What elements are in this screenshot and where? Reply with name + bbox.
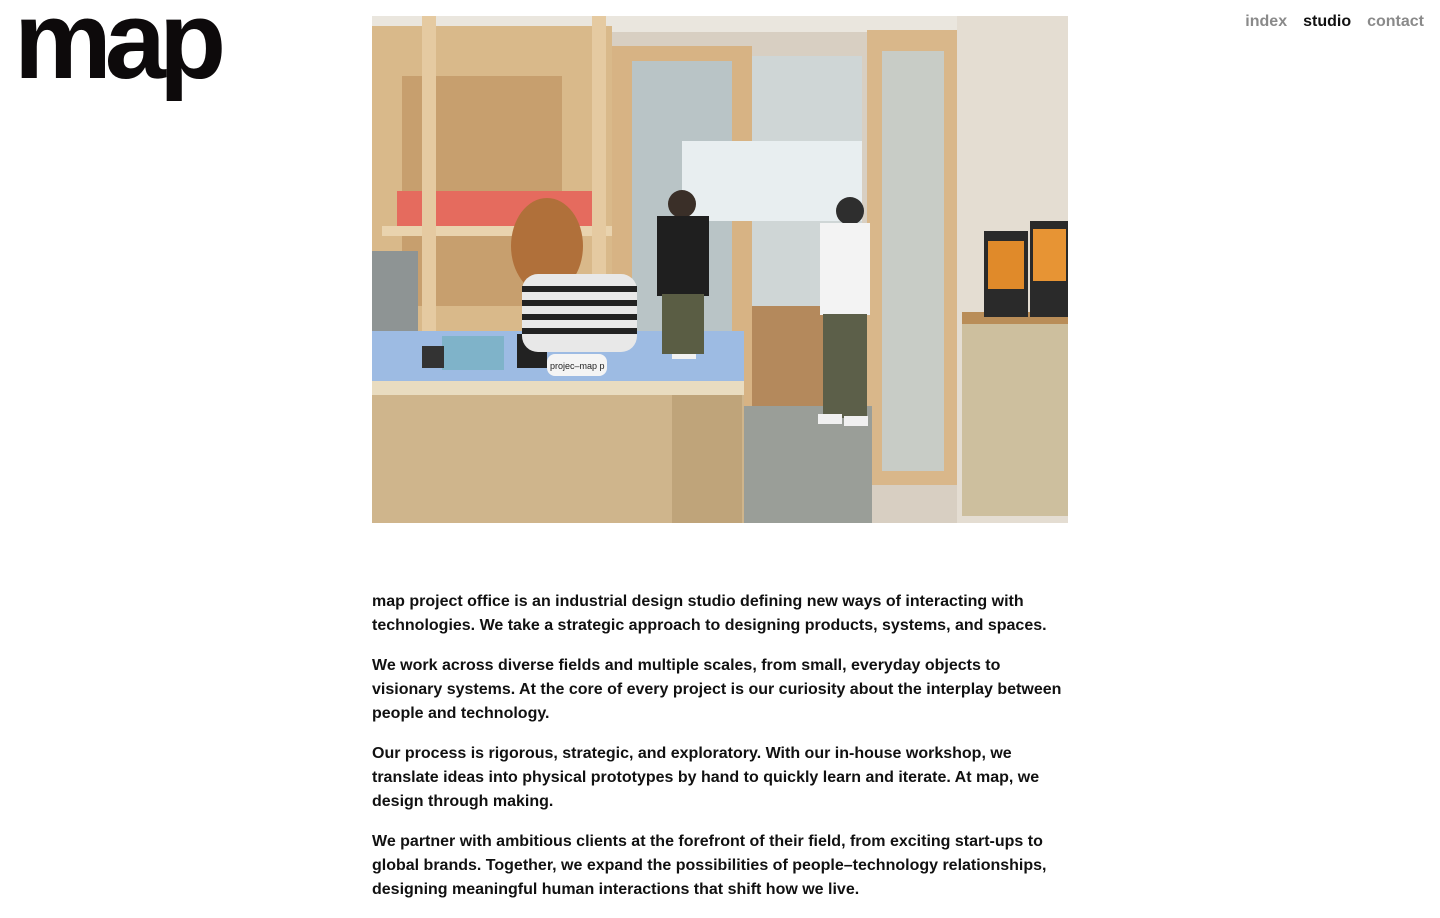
intro-paragraph: map project office is an industrial design studio defining new ways of interacting with technologies. We take a strategic approach to designing products, systems, and spaces. [372, 593, 1047, 634]
nav-link-studio[interactable]: studio [1303, 13, 1352, 30]
map-logo[interactable]: map [14, 0, 220, 102]
intro-paragraph: Our process is rigorous, strategic, and exploratory. With our in-house workshop, we translate ideas into physical prototypes by hand to quickly learn and iterate. At map, we design through making. [372, 745, 1040, 810]
nav-link-contact[interactable]: contact [1367, 13, 1424, 30]
studio-workshop-photo [372, 16, 1068, 523]
desk-label-text: projec–map p [550, 361, 605, 371]
workshop-photo-illustration [372, 16, 1068, 523]
main-nav [1245, 13, 1424, 31]
intro-paragraph: We partner with ambitious clients at the forefront of their field, from exciting start-ups to global brands. Together, we expand the possibilities of people–technology relationships, designing meaningful human interactions that shift how we live. [372, 833, 1047, 898]
studio-intro [372, 590, 1072, 918]
intro-paragraph: We work across diverse fields and multiple scales, from small, everyday objects to visionary systems. At the core of every project is our curiosity about the interplay between people and technology. [372, 657, 1062, 722]
nav-link-index[interactable]: index [1245, 13, 1288, 30]
